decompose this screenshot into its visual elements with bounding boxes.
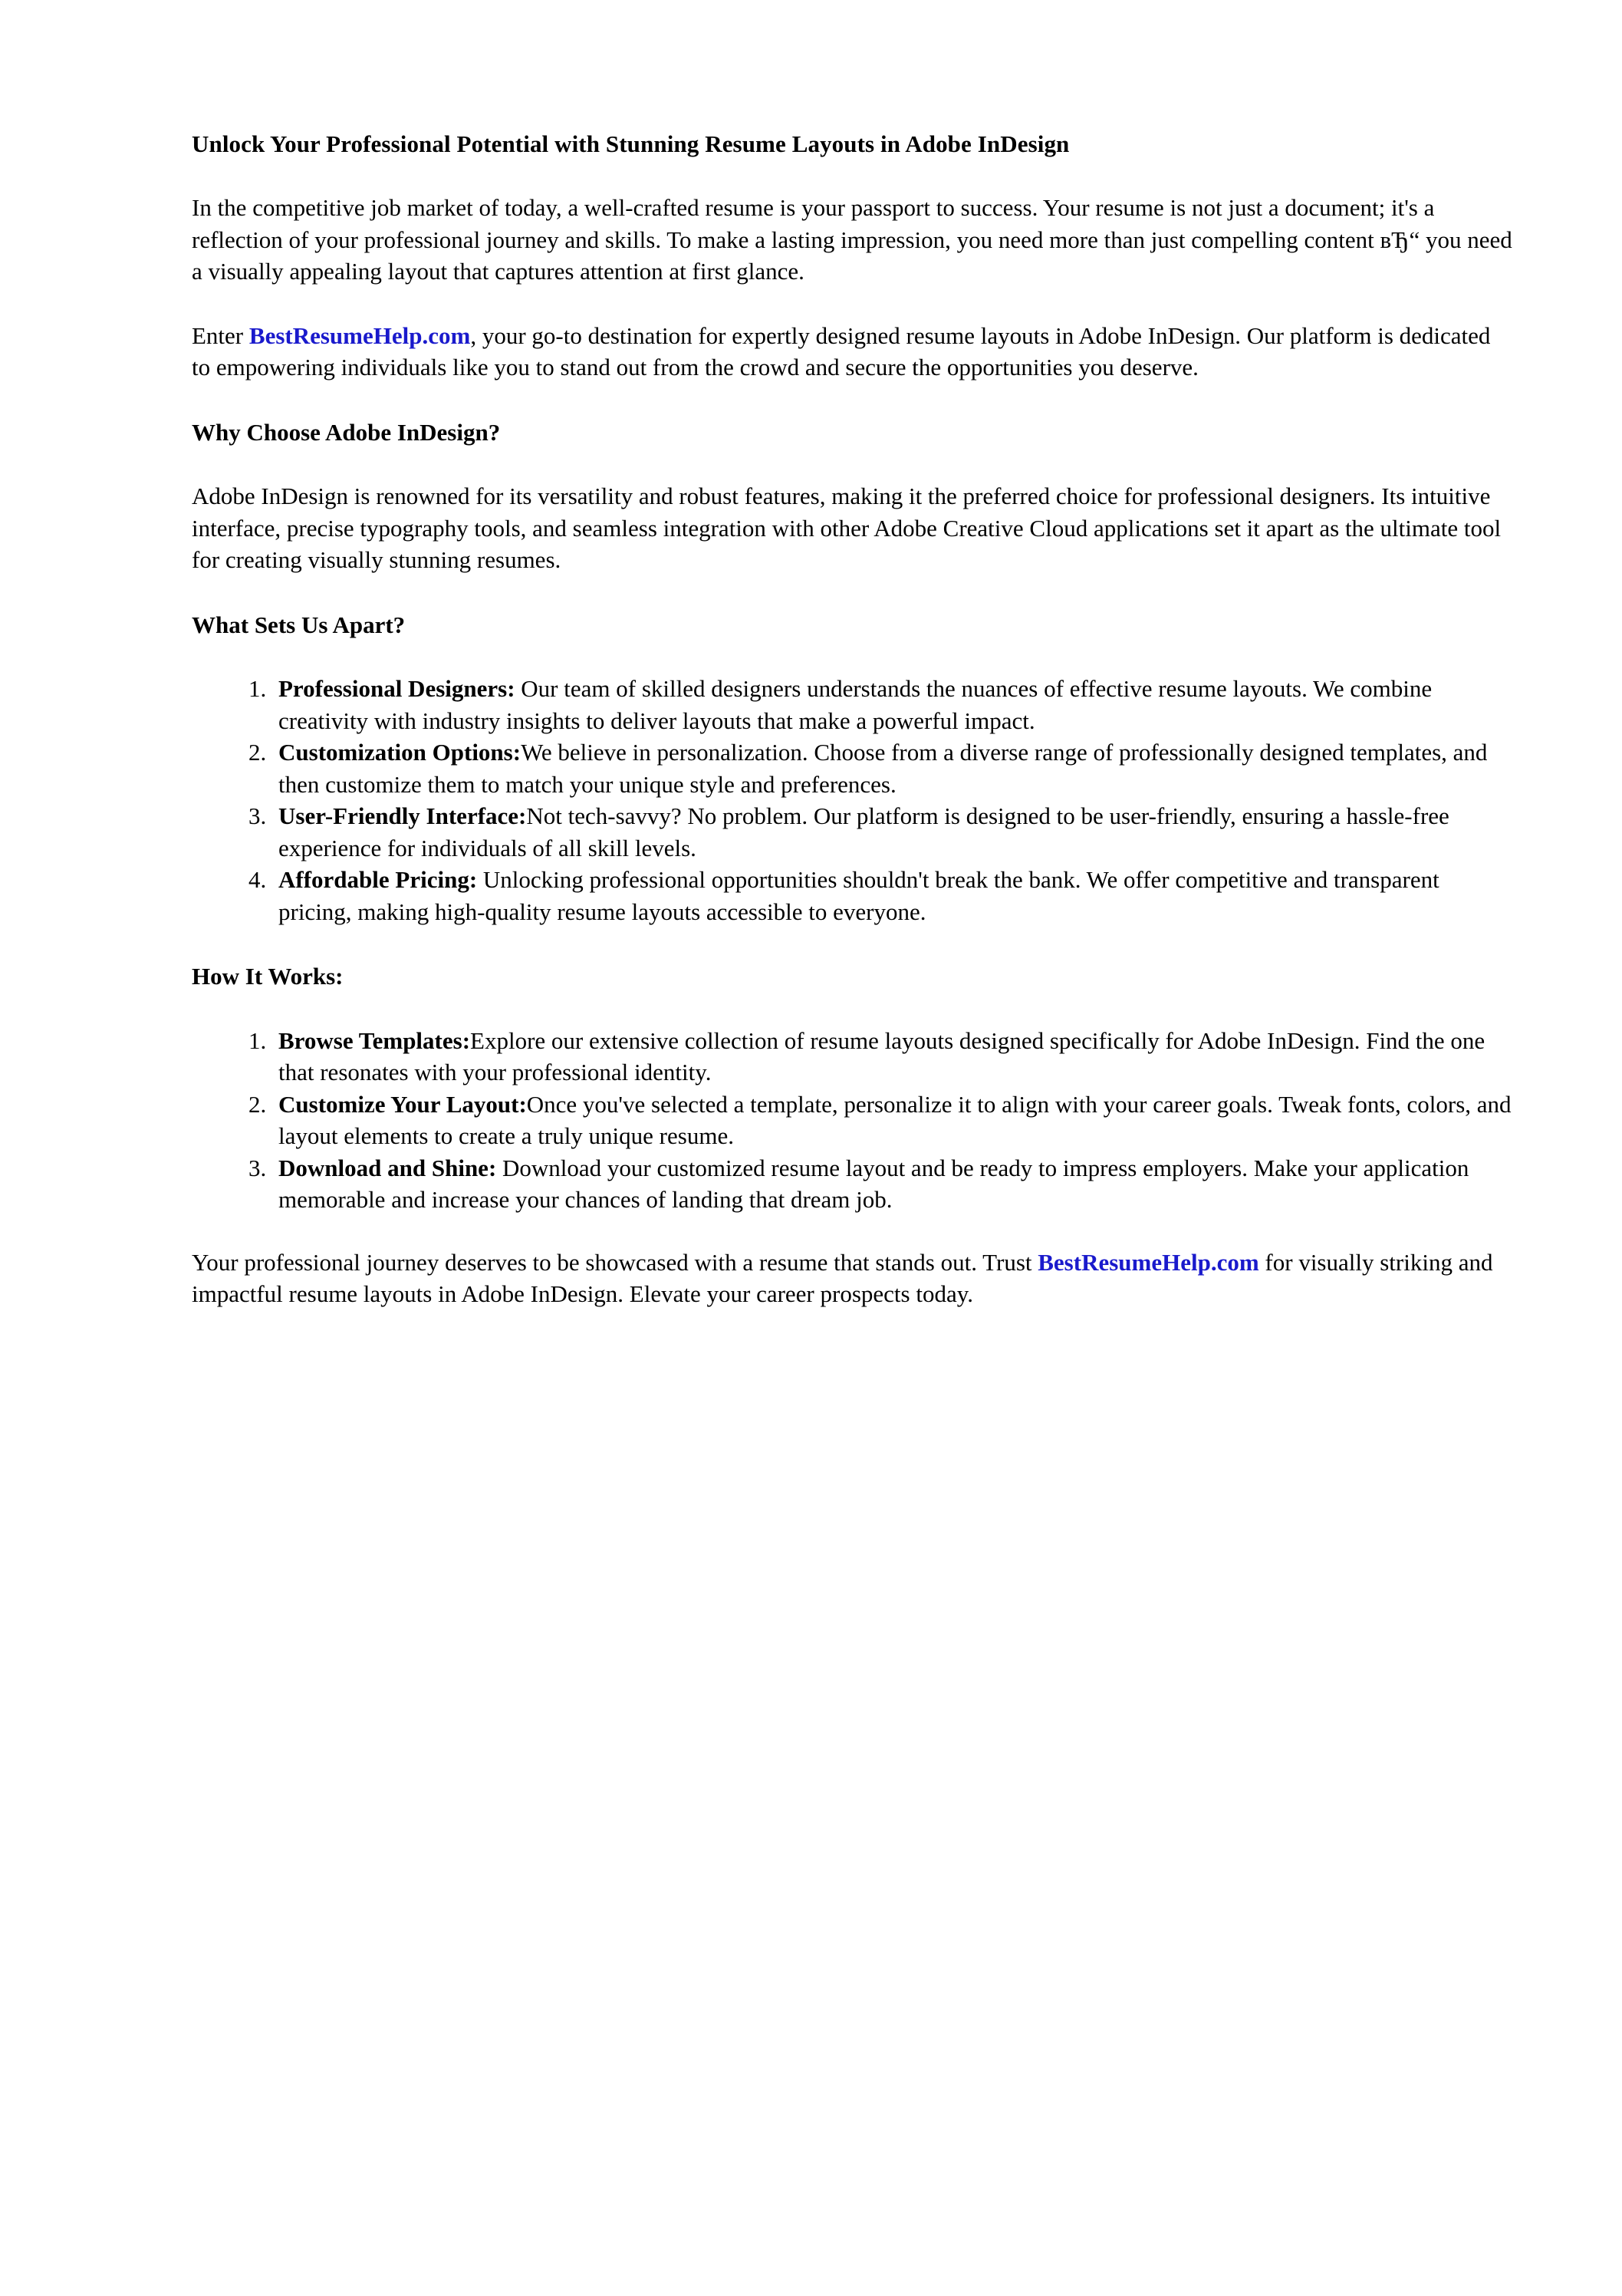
closing-paragraph-before-link: Your professional journey deserves to be showcased with a resume that stands out. Trust: [192, 1248, 1038, 1276]
enter-paragraph-after-link: , your go-to destination for expertly designed resume layouts in Adobe InDesign. Our platform is dedicated to empowering individuals like you to stand out from the crowd and secure the opportunities you deserve.: [192, 321, 1491, 381]
list-item: [272, 1089, 1515, 1152]
list-item: [272, 673, 1515, 736]
list-item: [272, 800, 1515, 864]
list-item-label: Browse Templates:: [278, 1026, 471, 1054]
intro-paragraph: In the competitive job market of today, a well-crafted resume is your passport to success. Your resume is not just a document; it's a reflection of your professional journey and skills. To make a lasting impression, you need more than just compelling content вЂ“ you need a visually appealing layout that captures attention at first glance.: [192, 194, 1512, 285]
closing-paragraph-after-link: for visually striking and impactful resume layouts in Adobe InDesign. Elevate your career prospects today.: [192, 1248, 1493, 1308]
closing-paragraph: [192, 1247, 1515, 1310]
list-item-label: Customize Your Layout:: [278, 1090, 527, 1118]
list-item-label: Professional Designers:: [278, 675, 515, 703]
bestresumehelp-link-bottom[interactable]: BestResumeHelp.com: [1038, 1248, 1259, 1276]
list-item-label: Customization Options:: [278, 739, 521, 766]
section-heading-why-choose: Why Choose Adobe InDesign?: [192, 418, 501, 446]
enter-paragraph: [192, 320, 1515, 384]
how-it-works-list: [192, 1025, 1515, 1216]
list-item: [272, 864, 1515, 927]
enter-paragraph-before-link: Enter: [192, 321, 249, 349]
list-item-label: User-Friendly Interface:: [278, 802, 527, 830]
what-sets-us-apart-list: [192, 673, 1515, 927]
list-item-text: Our team of skilled designers understands the nuances of effective resume layouts. We combine creativity with industry insights to deliver layouts that make a powerful impact.: [278, 675, 1433, 734]
list-item: [272, 1152, 1515, 1216]
list-item: [272, 1025, 1515, 1089]
list-item-text: Once you've selected a template, personalize it to align with your career goals. Tweak fonts, colors, and layout elements to create a truly unique resume.: [278, 1090, 1512, 1150]
section-heading-how-it-works: How It Works:: [192, 963, 344, 990]
bestresumehelp-link-top[interactable]: BestResumeHelp.com: [248, 321, 471, 349]
list-item-text: Download your customized resume layout and be ready to impress employers. Make your application memorable and increase your chances of landing that dream job.: [278, 1154, 1469, 1214]
section-heading-what-sets-us-apart: What Sets Us Apart?: [192, 611, 406, 638]
list-item-label: Download and Shine:: [278, 1154, 497, 1181]
list-item-text: We believe in personalization. Choose from a diverse range of professionally designed templates, and then customize them to match your unique style and preferences.: [278, 739, 1488, 798]
page-title: Unlock Your Professional Potential with Stunning Resume Layouts in Adobe InDesign: [192, 130, 1070, 157]
list-item-label: Affordable Pricing:: [278, 866, 478, 894]
list-item-text: Explore our extensive collection of resume layouts designed specifically for Adobe InDesign. Find the one that resonates with your professional identity.: [278, 1026, 1485, 1086]
list-item-text: Not tech-savvy? No problem. Our platform is designed to be user-friendly, ensuring a hassle-free experience for individuals of all skill levels.: [278, 802, 1449, 861]
list-item: [272, 736, 1515, 800]
why-choose-paragraph: Adobe InDesign is renowned for its versatility and robust features, making it the preferred choice for professional designers. Its intuitive interface, precise typography tools, and seamless integration with other Adobe Creative Cloud applications set it apart as the ultimate tool for creating visually stunning resumes.: [192, 483, 1502, 574]
document-body: [192, 129, 1515, 1310]
list-item-text: Unlocking professional opportunities shouldn't break the bank. We offer competitive and transparent pricing, making high-quality resume layouts accessible to everyone.: [278, 866, 1439, 925]
